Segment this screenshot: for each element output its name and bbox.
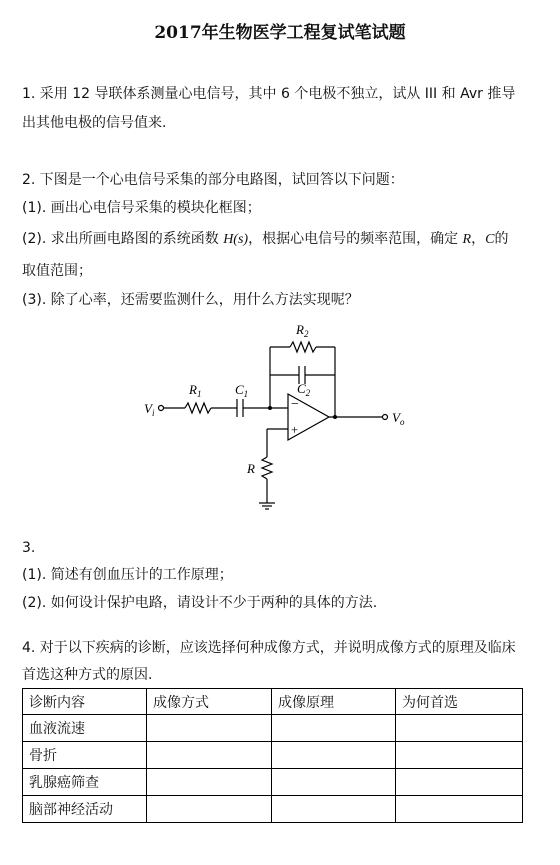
junction-dot [268, 406, 272, 410]
label-r1: $R_1$ [189, 382, 202, 399]
table-cell-blank [147, 769, 272, 796]
table-cell-blank [396, 715, 523, 742]
q3-part1: (1). 简述有创血压计的工作原理； [22, 567, 233, 583]
diagnosis-table [22, 688, 523, 823]
table-cell-diagnosis: 骨折 [23, 742, 147, 769]
label-c1: $C_1$ [235, 382, 249, 399]
table-cell-diagnosis: 乳腺癌筛查 [23, 769, 147, 796]
q3-number: 3. [22, 540, 36, 556]
q2-part1: (1). 画出心电信号采集的模块化框图； [22, 200, 261, 216]
table-cell-blank [272, 715, 396, 742]
table-cell-blank [396, 796, 523, 823]
input-terminal [159, 406, 164, 411]
table-header-row [23, 689, 523, 715]
table-cell-blank [272, 769, 396, 796]
q2-part2-text-b: ，根据心电信号的频率范围，确定 [248, 231, 463, 247]
table-cell-diagnosis: 血液流速 [23, 715, 147, 742]
q2-part2 [22, 228, 508, 248]
table-row [23, 796, 523, 823]
resistor-r2 [290, 342, 316, 352]
label-minus: − [291, 397, 299, 412]
table-cell-blank [396, 769, 523, 796]
q3-part2: (2). 如何设计保护电路，请设计不少于两种的具体的方法. [22, 595, 378, 611]
q1-line2: 出其他电极的信号值来. [22, 115, 167, 131]
table-cell-blank [396, 742, 523, 769]
label-vi: $V_i$ [144, 401, 155, 418]
table-header: 诊断内容 [23, 689, 147, 715]
resistor-r1 [185, 403, 211, 413]
q2-part2-end: 的 [494, 231, 509, 247]
table-cell-blank [147, 742, 272, 769]
resistor-r [262, 457, 272, 479]
table-cell-blank [272, 796, 396, 823]
q2-system-function: H(s) [223, 232, 249, 247]
table-cell-blank [147, 715, 272, 742]
q4-line1: 4. 对于以下疾病的诊断，应该选择何种成像方式，并说明成像方式的原理及临床 [22, 640, 516, 656]
label-r2: $R_2$ [296, 322, 309, 339]
q2-symbol-c: C [485, 232, 495, 247]
table-header: 成像原理 [272, 689, 396, 715]
q2-part2-line2: 取值范围； [22, 263, 92, 279]
q4-line2: 首选这种方式的原因. [22, 667, 153, 683]
table-row [23, 769, 523, 796]
table-header: 为何首选 [396, 689, 523, 715]
table-cell-blank [147, 796, 272, 823]
q2-symbol-r: R [462, 232, 472, 247]
output-terminal [383, 415, 388, 420]
table-cell-diagnosis: 脑部神经活动 [23, 796, 147, 823]
q2-part2-sep: ， [471, 231, 486, 247]
label-plus: + [291, 422, 299, 437]
circuit-diagram [130, 318, 420, 518]
q1-line1: 1. 采用 12 导联体系测量心电信号，其中 6 个电极不独立，试从 III 和 Avr 推导 [22, 86, 516, 102]
q2-intro: 2. 下图是一个心电信号采集的部分电路图，试回答以下问题： [22, 172, 404, 188]
label-vo: $V_o$ [392, 410, 405, 427]
junction-dot [333, 415, 337, 419]
table-cell-blank [272, 742, 396, 769]
q2-part2-text-a: (2). 求出所画电路图的系统函数 [22, 231, 224, 247]
table-row [23, 742, 523, 769]
q2-part3: (3). 除了心率，还需要监测什么，用什么方法实现呢？ [22, 292, 359, 308]
page-title: 2017年生物医学工程复试笔试题 [154, 23, 406, 43]
label-c2: $C_2$ [297, 381, 311, 398]
table-header: 成像方式 [147, 689, 272, 715]
label-r: R [247, 461, 255, 476]
table-row [23, 715, 523, 742]
